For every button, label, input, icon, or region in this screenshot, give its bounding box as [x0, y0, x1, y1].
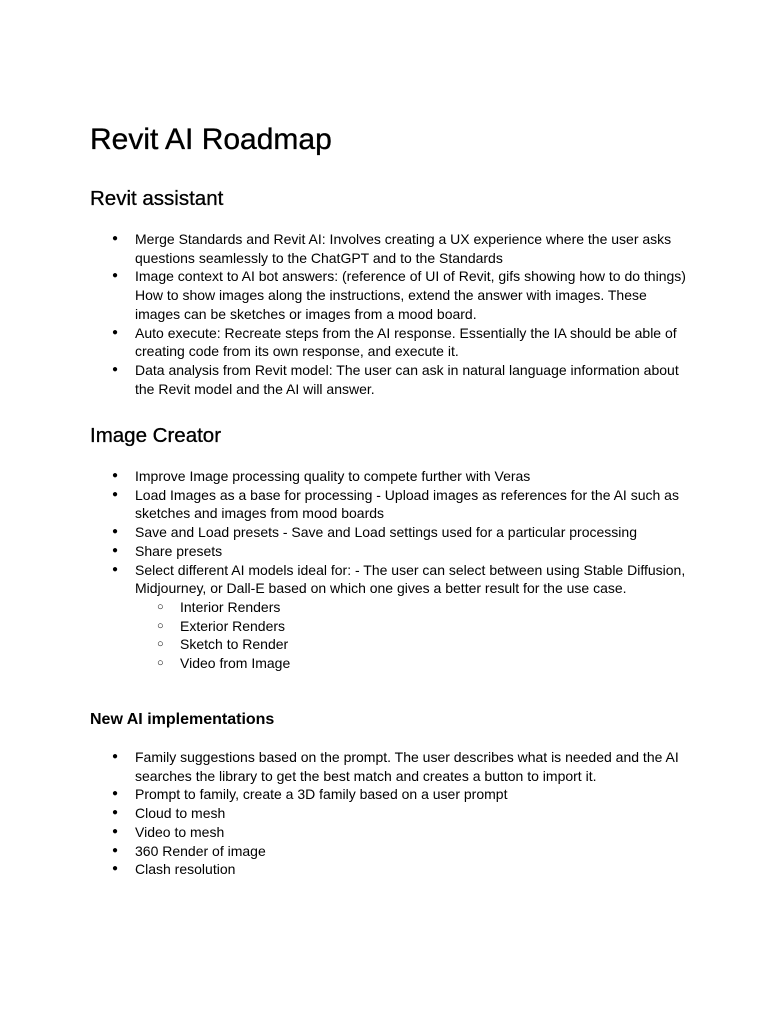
list-item: ● Merge Standards and Revit AI: Involves creating a UX experience where the user asks questions seamlessly to the ChatGPT and to the Standards	[90, 230, 690, 267]
new-ai-implementations-list	[90, 748, 690, 879]
list-item: ● Share presets	[90, 542, 690, 561]
list-item: ● Save and Load presets - Save and Load settings used for a particular processing	[90, 523, 690, 542]
list-item: ● Prompt to family, create a 3D family based on a user prompt	[90, 785, 690, 804]
list-item: ● Data analysis from Revit model: The user can ask in natural language information about the Revit model and the AI will answer.	[90, 361, 690, 398]
section-heading-image-creator: Image Creator	[90, 424, 222, 447]
section-heading-revit-assistant: Revit assistant	[90, 187, 224, 210]
revit-assistant-list	[90, 230, 690, 398]
list-item: ● 360 Render of image	[90, 842, 690, 861]
list-item: ● Clash resolution	[90, 860, 690, 879]
list-item: ● Image context to AI bot answers: (reference of UI of Revit, gifs showing how to do things) How to show images along the instructions, extend the answer with images. These images can be sketches or images from a mood board.	[90, 267, 690, 323]
list-item: ● Cloud to mesh	[90, 804, 690, 823]
sub-list-item: ○ Sketch to Render	[135, 635, 690, 654]
list-item: ● Family suggestions based on the prompt. The user describes what is needed and the AI searches the library to get the best match and creates a button to import it.	[90, 748, 690, 785]
list-item: ● Auto execute: Recreate steps from the AI response. Essentially the IA should be able of creating code from its own response, and execute it.	[90, 324, 690, 361]
sub-list-item: ○ Exterior Renders	[135, 617, 690, 636]
list-item: ● Load Images as a base for processing - Upload images as references for the AI such as sketches and images from mood boards	[90, 486, 690, 523]
sub-list-item: ○ Interior Renders	[135, 598, 690, 617]
list-item: ● Improve Image processing quality to compete further with Veras	[90, 467, 690, 486]
sub-list-item: ○ Video from Image	[135, 654, 690, 673]
section-heading-new-ai-implementations: New AI implementations	[90, 711, 275, 728]
ai-model-uses-list	[135, 598, 690, 673]
list-item: ● Video to mesh	[90, 823, 690, 842]
list-item-text: Select different AI models ideal for: - The user can select between using Stable Diffusion, Midjourney, or Dall-E based on which one gives a better result for the use case.	[135, 561, 686, 597]
document-title: Revit AI Roadmap	[90, 123, 332, 156]
list-item	[90, 561, 690, 673]
image-creator-list	[90, 467, 690, 673]
